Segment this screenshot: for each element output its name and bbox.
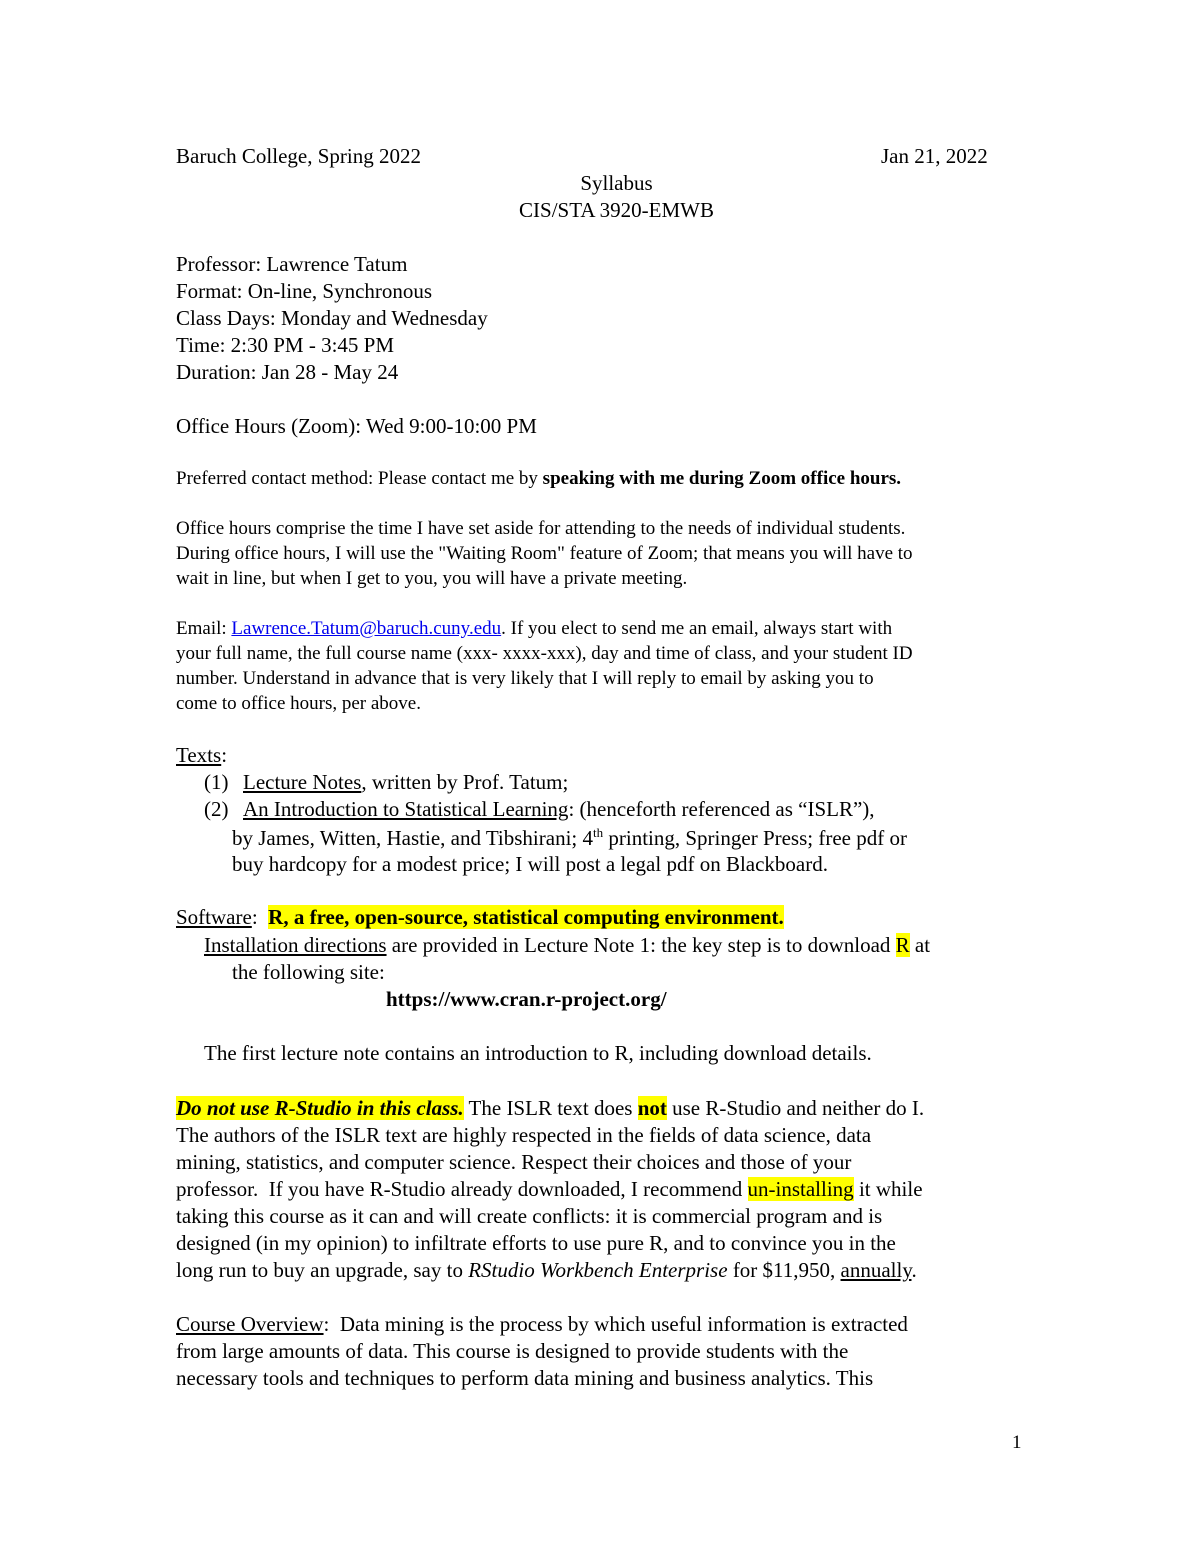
office-hours-line: Office Hours (Zoom): Wed 9:00-10:00 PM bbox=[176, 414, 537, 438]
rstudio-line-7-a: long run to buy an upgrade, say to bbox=[176, 1258, 469, 1282]
rstudio-product-name: RStudio Workbench Enterprise bbox=[468, 1258, 728, 1282]
preferred-contact-line bbox=[176, 468, 901, 490]
install-text: are provided in Lecture Note 1: the key step is to download bbox=[386, 933, 896, 957]
email-line-3: number. Understand in advance that is very likely that I will reply to email by asking you to bbox=[176, 668, 874, 689]
office-hours-note-line-3: wait in line, but when I get to you, you will have a private meeting. bbox=[176, 568, 688, 589]
rstudio-line-6: designed (in my opinion) to infiltrate efforts to use pure R, and to convince you in the bbox=[176, 1231, 896, 1255]
professor-line: Professor: Lawrence Tatum bbox=[176, 252, 408, 276]
overview-line-1 bbox=[176, 1312, 908, 1337]
rstudio-line-1 bbox=[176, 1096, 924, 1121]
rstudio-line-4-a: professor. If you have R-Studio already downloaded, I recommend bbox=[176, 1177, 748, 1201]
text-item-2-rest: : (henceforth referenced as “ISLR”), bbox=[568, 797, 875, 821]
office-hours-note-line-1: Office hours comprise the time I have set aside for attending to the needs of individual students. bbox=[176, 518, 906, 539]
install-line-2: the following site: bbox=[232, 960, 385, 984]
rstudio-line-7 bbox=[176, 1258, 917, 1283]
texts-heading bbox=[176, 743, 227, 768]
text-item-1 bbox=[243, 770, 568, 795]
email-link[interactable]: Lawrence.Tatum@baruch.cuny.edu bbox=[231, 618, 502, 639]
time-line: Time: 2:30 PM - 3:45 PM bbox=[176, 333, 395, 357]
overview-text-1: Data mining is the process by which useful information is extracted bbox=[339, 1312, 908, 1336]
text-item-1-rest: , written by Prof. Tatum; bbox=[361, 770, 569, 794]
institution-term: Baruch College, Spring 2022 bbox=[176, 144, 421, 168]
installation-directions-link: Installation directions bbox=[204, 933, 387, 957]
text-item-2-edition: printing, Springer Press; free pdf or bbox=[603, 826, 907, 850]
uninstalling-highlight: un-installing bbox=[747, 1177, 854, 1201]
document-date: Jan 21, 2022 bbox=[881, 144, 988, 168]
text-item-1-number: (1) bbox=[204, 770, 229, 794]
contact-method-bold: speaking with me during Zoom office hours. bbox=[542, 468, 902, 489]
islr-title: An Introduction to Statistical Learning bbox=[243, 797, 569, 821]
rstudio-warning: Do not use R-Studio in this class. bbox=[176, 1096, 464, 1120]
overview-line-3: necessary tools and techniques to perform data mining and business analytics. This bbox=[176, 1366, 874, 1390]
document-title: Syllabus bbox=[580, 171, 653, 195]
rstudio-line-5: taking this course as it can and will create conflicts: it is commercial program and is bbox=[176, 1204, 883, 1228]
office-hours-note-line-2: During office hours, I will use the "Waiting Room" feature of Zoom; that means you will have to bbox=[176, 543, 913, 564]
not-highlight: not bbox=[637, 1096, 667, 1120]
cran-url[interactable]: https://www.cran.r-project.org/ bbox=[386, 987, 667, 1011]
course-overview-heading: Course Overview bbox=[176, 1312, 324, 1336]
rstudio-price: for $11,950, bbox=[727, 1258, 841, 1282]
email-line-2: your full name, the full course name (xxx- xxxx-xxx), day and time of class, and your student ID bbox=[176, 643, 913, 664]
duration-line: Duration: Jan 28 - May 24 bbox=[176, 360, 399, 384]
install-at: at bbox=[909, 933, 931, 957]
ordinal-superscript: th bbox=[593, 825, 604, 840]
rstudio-line-3: mining, statistics, and computer science. Respect their choices and those of your bbox=[176, 1150, 852, 1174]
install-line bbox=[204, 933, 930, 958]
text-item-2-number: (2) bbox=[204, 797, 229, 821]
text-item-2-authors: by James, Witten, Hastie, and Tibshirani; 4 bbox=[232, 826, 593, 850]
texts-heading-colon: : bbox=[221, 743, 228, 767]
r-highlight: R bbox=[895, 933, 910, 957]
email-line-4: come to office hours, per above. bbox=[176, 693, 421, 714]
rstudio-line-4-b: it while bbox=[853, 1177, 923, 1201]
format-line: Format: On-line, Synchronous bbox=[176, 279, 433, 303]
annually-underlined: annually bbox=[840, 1258, 912, 1282]
rstudio-line-1-b: use R-Studio and neither do I. bbox=[666, 1096, 925, 1120]
email-line-1 bbox=[176, 618, 892, 640]
software-heading bbox=[176, 905, 784, 930]
first-lecture-note-line: The first lecture note contains an introduction to R, including download details. bbox=[204, 1041, 872, 1065]
text-item-2-line-3: buy hardcopy for a modest price; I will post a legal pdf on Blackboard. bbox=[232, 852, 828, 876]
class-days-line: Class Days: Monday and Wednesday bbox=[176, 306, 488, 330]
rstudio-line-1-a: The ISLR text does bbox=[463, 1096, 638, 1120]
rstudio-line-2: The authors of the ISLR text are highly respected in the fields of data science, data bbox=[176, 1123, 872, 1147]
text-item-2 bbox=[243, 797, 875, 822]
overview-line-2: from large amounts of data. This course is designed to provide students with the bbox=[176, 1339, 849, 1363]
contact-prefix: Preferred contact method: Please contact me by bbox=[176, 468, 543, 489]
rstudio-period: . bbox=[911, 1258, 917, 1282]
software-heading-colon: : bbox=[251, 905, 269, 929]
rstudio-line-4 bbox=[176, 1177, 923, 1202]
email-instruction-1: . If you elect to send me an email, always start with bbox=[501, 618, 893, 639]
course-code: CIS/STA 3920-EMWB bbox=[519, 198, 714, 222]
lecture-notes-title: Lecture Notes bbox=[243, 770, 362, 794]
overview-colon: : bbox=[323, 1312, 340, 1336]
software-heading-label: Software bbox=[176, 905, 252, 929]
page-number: 1 bbox=[1012, 1432, 1022, 1453]
texts-heading-label: Texts bbox=[176, 743, 222, 767]
email-label: Email: bbox=[176, 618, 232, 639]
software-description-highlight: R, a free, open-source, statistical computing environment. bbox=[268, 905, 784, 929]
text-item-2-line-2 bbox=[232, 825, 907, 851]
